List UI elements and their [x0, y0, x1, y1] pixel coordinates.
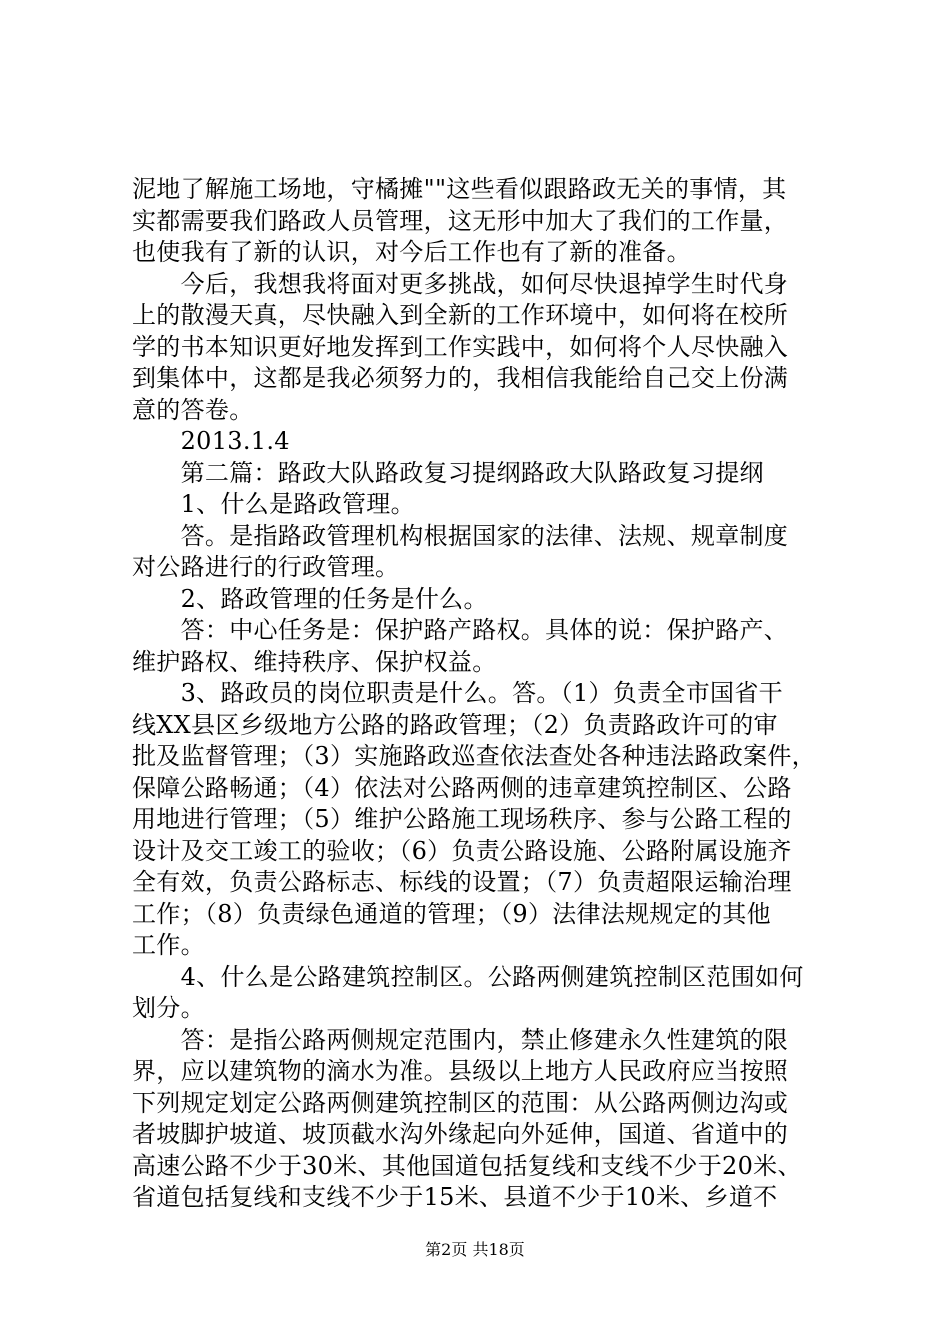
- text-line: 答。是指路政管理机构根据国家的法律、法规、规章制度: [132, 521, 789, 550]
- text-line: 线XX县区乡级地方公路的路政管理；（2）负责路政许可的审: [132, 710, 778, 739]
- text-line: 全有效，负责公路标志、标线的设置；（7）负责超限运输治理: [132, 868, 792, 896]
- text-line: 也使我有了新的认识，对今后工作也有了新的准备。: [132, 238, 691, 266]
- text-line: 3、路政员的岗位职责是什么。答。（1）负责全市国省干: [132, 679, 783, 707]
- text-line: 高速公路不少于30米、其他国道包括复线和支线不少于20米、: [132, 1151, 802, 1180]
- text-line: 2013.1.4: [132, 427, 290, 455]
- document-body: [132, 174, 832, 1214]
- text-line: 答：中心任务是：保护路产路权。具体的说：保护路产、: [132, 616, 789, 644]
- text-line: 维护路权、维持秩序、保护权益。: [132, 647, 497, 676]
- text-line: 1、什么是路政管理。: [132, 490, 415, 518]
- text-line: 今后，我想我将面对更多挑战，如何尽快退掉学生时代身: [132, 269, 789, 298]
- text-line: 工作。: [132, 931, 205, 959]
- text-line: 4、什么是公路建筑控制区。公路两侧建筑控制区范围如何: [132, 962, 804, 991]
- text-line: 划分。: [132, 994, 205, 1022]
- page-footer: [0, 1240, 950, 1260]
- text-line: 对公路进行的行政管理。: [132, 553, 400, 581]
- text-line: 省道包括复线和支线不少于15米、县道不少于10米、乡道不: [132, 1183, 778, 1211]
- text-line: 设计及交工竣工的验收；（6）负责公路设施、公路附属设施齐: [132, 836, 792, 865]
- text-line: 第二篇：路政大队路政复习提纲路政大队路政复习提纲: [132, 458, 764, 487]
- text-line: 上的散漫天真，尽快融入到全新的工作环境中，如何将在校所: [132, 301, 789, 329]
- text-line: 下列规定划定公路两侧建筑控制区的范围：从公路两侧边沟或: [132, 1088, 789, 1117]
- page-number: 第2页 共18页: [425, 1240, 525, 1259]
- text-line: 意的答卷。: [132, 395, 254, 424]
- text-line: 2、路政管理的任务是什么。: [132, 584, 488, 613]
- text-line: 答：是指公路两侧规定范围内，禁止修建永久性建筑的限: [132, 1025, 789, 1054]
- text-line: 实都需要我们路政人员管理，这无形中加大了我们的工作量，: [132, 206, 789, 235]
- text-line: 保障公路畅通；（4）依法对公路两侧的违章建筑控制区、公路: [132, 773, 792, 802]
- text-line: 学的书本知识更好地发挥到工作实践中，如何将个人尽快融入: [132, 332, 789, 361]
- text-line: 批及监督管理；（3）实施路政巡查依法查处各种违法路政案件，: [132, 742, 816, 770]
- text-line: 泥地了解施工场地，守橘摊""这些看似跟路政无关的事情，其: [132, 175, 787, 203]
- text-line: 工作；（8）负责绿色通道的管理；（9）法律法规规定的其他: [132, 899, 771, 928]
- text-line: 到集体中，这都是我必须努力的，我相信我能给自己交上份满: [132, 364, 789, 392]
- text-line: 者坡脚护坡道、坡顶截水沟外缘起向外延伸，国道、省道中的: [132, 1120, 789, 1148]
- text-line: 界，应以建筑物的滴水为准。县级以上地方人民政府应当按照: [132, 1057, 789, 1085]
- text-line: 用地进行管理；（5）维护公路施工现场秩序、参与公路工程的: [132, 805, 792, 833]
